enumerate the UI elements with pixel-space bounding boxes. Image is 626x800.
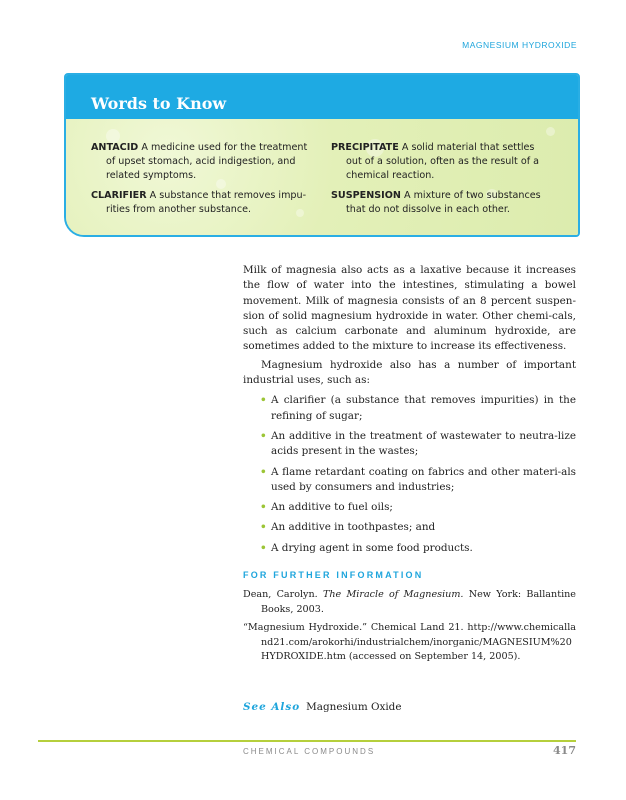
references	[243, 588, 576, 669]
list-item	[243, 393, 576, 424]
list-item	[243, 541, 576, 556]
reference-entry	[243, 621, 576, 665]
list-item-text: An additive in toothpastes; and	[271, 521, 436, 534]
bullet-icon: •	[260, 429, 267, 442]
reference-author: Dean, Carolyn.	[243, 589, 318, 600]
reference-site: Chemical Land 21.	[370, 622, 464, 634]
bullet-icon: •	[260, 541, 267, 554]
further-information-heading: FOR FURTHER INFORMATION	[243, 570, 424, 580]
definition-term: CLARIFIER	[91, 190, 147, 202]
list-item	[243, 500, 576, 515]
industrial-uses-list	[243, 393, 576, 556]
body-paragraph: Magnesium hydroxide also has a number of important industrial uses, such as:	[243, 358, 576, 387]
reference-title: “Magnesium Hydroxide.”	[243, 622, 368, 634]
definition-text: A substance that removes impu-rities from another substance.	[106, 190, 307, 216]
definition-entry	[331, 141, 553, 182]
footer-rule	[38, 740, 576, 742]
reference-url[interactable]: http://www.chemicalland21.com/arokorhi/industrialchem/inorganic/MAGNESIUM%20HYDROXIDE.htm	[261, 622, 576, 663]
running-head: MAGNESIUM HYDROXIDE	[462, 40, 577, 50]
definition-text: A solid material that settles out of a solution, often as the result of a chemical reaction.	[346, 142, 540, 181]
water-drop-decoration	[546, 127, 555, 136]
words-to-know-body	[66, 119, 578, 235]
words-to-know-box	[64, 73, 580, 237]
reference-entry	[243, 588, 576, 617]
bullet-icon: •	[260, 521, 267, 534]
bullet-icon: •	[260, 465, 267, 478]
body-paragraph: Milk of magnesia also acts as a laxative because it increases the flow of water into the intestines, stimulating a bowel movement. Milk of magnesia consists of an 8 percent suspen-sion of solid magnesium hydroxide in water. Other chemi-cals, such as calcium carbonate and aluminum hydroxide, are sometimes added to the mixture to increase its effectiveness.	[243, 264, 576, 353]
bullet-icon: •	[260, 394, 267, 407]
reference-title: The Miracle of Magnesium.	[322, 589, 464, 600]
words-to-know-right-column	[331, 141, 553, 224]
list-item	[243, 429, 576, 460]
definition-term: PRECIPITATE	[331, 142, 399, 153]
definition-entry	[91, 189, 313, 217]
list-item	[243, 520, 576, 535]
main-text	[243, 263, 576, 561]
reference-publisher: New York: Ballantine Books, 2003.	[261, 589, 576, 615]
bullet-icon: •	[260, 501, 267, 514]
definition-text: A medicine used for the treatment of upset stomach, acid indigestion, and related symptoms.	[106, 142, 308, 181]
reference-accessed: (accessed on September 14, 2005).	[348, 651, 521, 663]
list-item-text: An additive to fuel oils;	[271, 501, 393, 514]
list-item-text: A clarifier (a substance that removes impurities) in the refining of sugar;	[271, 394, 576, 422]
see-also-label: See Also	[243, 701, 301, 713]
list-item-text: An additive in the treatment of wastewater to neutra-lize acids present in the wastes;	[271, 429, 576, 458]
list-item-text: A flame retardant coating on fabrics and other materi-als used by consumers and industries;	[271, 465, 576, 493]
list-item-text: A drying agent in some food products.	[271, 541, 473, 554]
see-also-link[interactable]: Magnesium Oxide	[306, 701, 402, 713]
definition-text: A mixture of two substances that do not dissolve in each other.	[346, 190, 541, 216]
definition-entry	[331, 189, 553, 217]
words-to-know-header	[66, 75, 578, 119]
page-number: 417	[553, 744, 576, 757]
definition-term: ANTACID	[91, 142, 139, 153]
see-also	[243, 701, 401, 713]
definition-term: SUSPENSION	[331, 190, 401, 202]
words-to-know-title: Words to Know	[91, 94, 227, 113]
definition-entry	[91, 141, 313, 182]
words-to-know-left-column	[91, 141, 313, 224]
footer-title: CHEMICAL COMPOUNDS	[243, 747, 376, 756]
list-item	[243, 465, 576, 496]
